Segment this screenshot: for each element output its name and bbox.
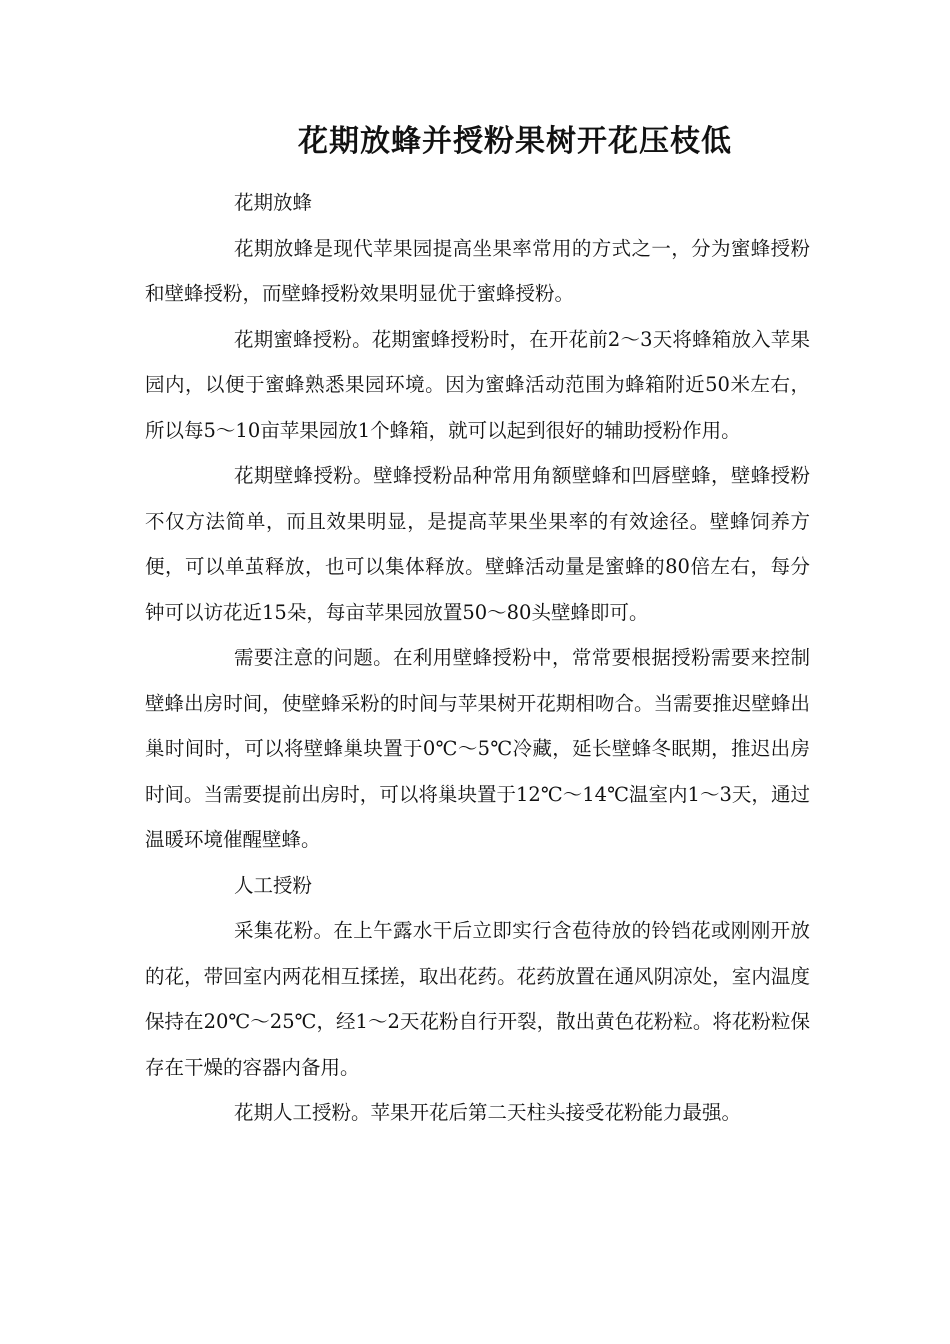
document-body	[145, 180, 810, 1136]
paragraph-honeybee-pollination: 花期蜜蜂授粉。花期蜜蜂授粉时，在开花前2～3天将蜂箱放入苹果园内，以便于蜜蜂熟悉果园环境。因为蜜蜂活动范围为蜂箱附近50米左右，所以每5～10亩苹果园放1个蜂箱，就可以起到很好的辅助授粉作用。	[145, 327, 810, 442]
section-heading-artificial-pollination: 人工授粉	[234, 873, 313, 897]
document-title: 花期放蜂并授粉果树开花压枝低	[298, 124, 732, 159]
paragraph-precautions: 需要注意的问题。在利用壁蜂授粉中，常常要根据授粉需要来控制壁蜂出房时间，使壁蜂采粉的时间与苹果树开花期相吻合。当需要推迟壁蜂出巢时间时，可以将壁蜂巢块置于0℃～5℃冷藏，延长壁蜂冬眠期，推迟出房时间。当需要提前出房时，可以将巢块置于12℃～14℃温室内1～3天，通过温暖环境催醒壁蜂。	[145, 646, 810, 851]
paragraph-pollen-collection: 采集花粉。在上午露水干后立即实行含苞待放的铃铛花或刚刚开放的花，带回室内两花相互揉搓，取出花药。花药放置在通风阴凉处，室内温度保持在20℃～25℃，经1～2天花粉自行开裂，散出黄色花粉粒。将花粉粒保存在干燥的容器内备用。	[145, 919, 810, 1079]
paragraph-mason-bee-pollination: 花期壁蜂授粉。壁蜂授粉品种常用角额壁蜂和凹唇壁蜂，壁蜂授粉不仅方法简单，而且效果明显，是提高苹果坐果率的有效途径。壁蜂饲养方便，可以单茧释放，也可以集体释放。壁蜂活动量是蜜蜂的80倍左右，每分钟可以访花近15朵，每亩苹果园放置50～80头壁蜂即可。	[145, 464, 810, 624]
paragraph-bee-release-intro: 花期放蜂是现代苹果园提高坐果率常用的方式之一，分为蜜蜂授粉和壁蜂授粉，而壁蜂授粉效果明显优于蜜蜂授粉。	[145, 236, 810, 305]
section-heading-bee-release: 花期放蜂	[234, 191, 313, 214]
paragraph-artificial-pollination: 花期人工授粉。苹果开花后第二天柱头接受花粉能力最强。	[234, 1101, 742, 1124]
